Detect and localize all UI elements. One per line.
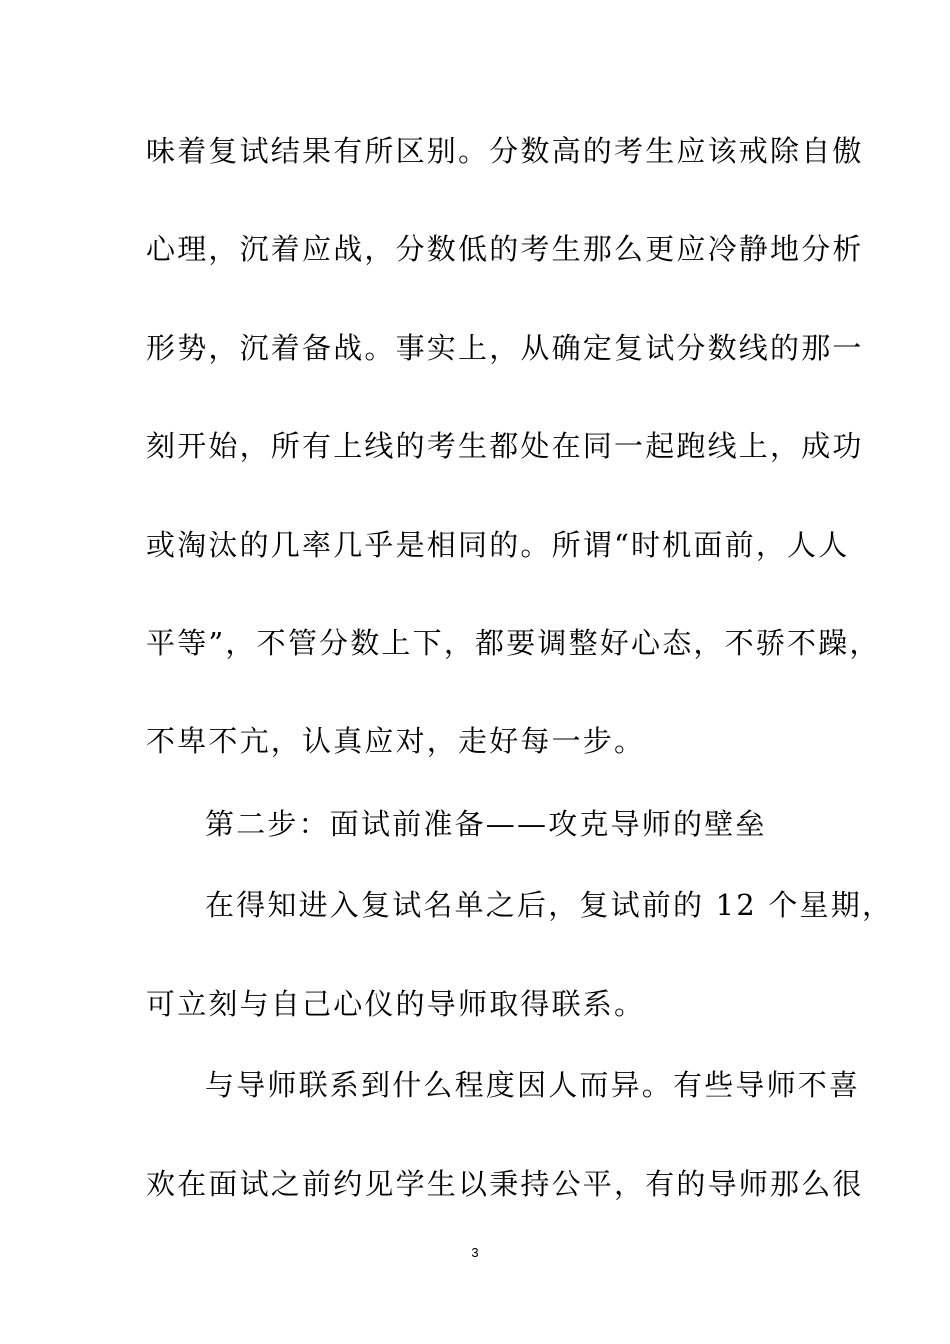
page-number: 3 (471, 1245, 479, 1260)
section-heading: 第二步：面试前准备——攻克导师的壁垒 (205, 807, 767, 841)
paragraph-line-5: 或淘汰的几率几乎是相同的。所谓“时机面前，人人 (146, 528, 850, 562)
paragraph-line-7: 不卑不亢，认真应对，走好每一步。 (146, 724, 646, 758)
paragraph-line-2: 心理，沉着应战，分数低的考生那么更应冷静地分析 (146, 232, 864, 266)
paragraph-line-6: 平等”，不管分数上下，都要调整好心态，不骄不躁， (146, 626, 881, 660)
paragraph-line-12: 欢在面试之前约见学生以秉持公平，有的导师那么很 (146, 1167, 864, 1201)
paragraph-line-9: 在得知进入复试名单之后，复试前的 12 个星期， (205, 888, 894, 922)
paragraph-line-11: 与导师联系到什么程度因人而异。有些导师不喜 (205, 1068, 861, 1102)
paragraph-line-10: 可立刻与自己心仪的导师取得联系。 (146, 987, 646, 1021)
paragraph-line-4: 刻开始，所有上线的考生都处在同一起跑线上，成功 (146, 429, 864, 463)
paragraph-line-3: 形势，沉着备战。事实上，从确定复试分数线的那一 (146, 331, 864, 365)
paragraph-line-1: 味着复试结果有所区别。分数高的考生应该戒除自傲 (146, 134, 864, 168)
